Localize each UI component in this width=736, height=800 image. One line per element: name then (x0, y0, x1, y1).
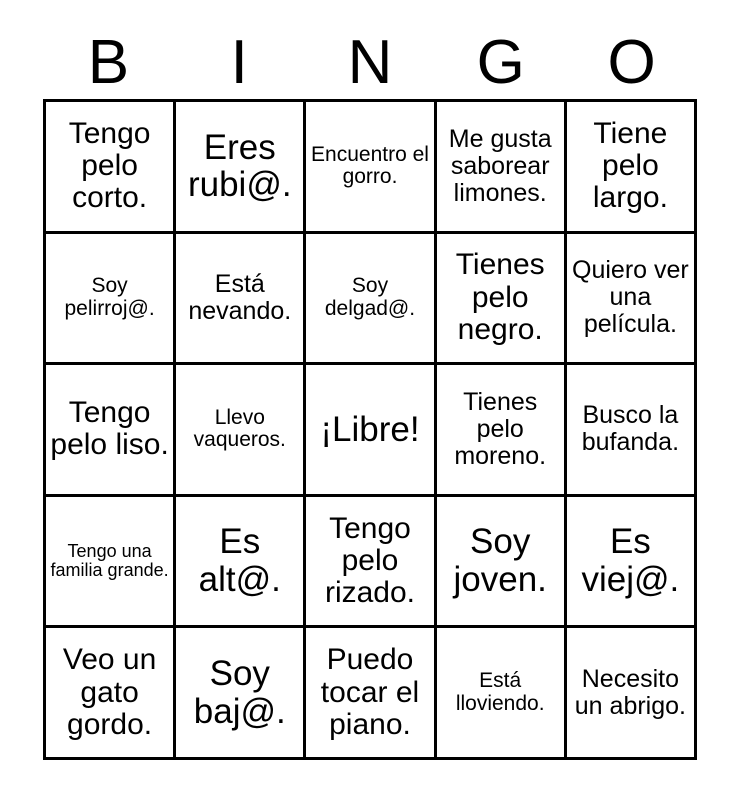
bingo-cell[interactable] (567, 102, 697, 234)
bingo-cell-text: Tengo pelo liso. (50, 396, 169, 462)
bingo-cell-text: Soy joven. (453, 522, 547, 600)
bingo-cell[interactable] (46, 234, 176, 366)
bingo-cell-text: Tienes pelo negro. (455, 248, 545, 347)
bingo-header-letter-i: I (230, 28, 248, 97)
bingo-cell-text: Soy delgad@. (324, 274, 416, 320)
bingo-cell[interactable] (437, 628, 567, 760)
bingo-cell-text: Tienes pelo moreno. (454, 387, 547, 470)
bingo-cell[interactable] (567, 234, 697, 366)
bingo-cell-text: Busco la bufanda. (581, 401, 680, 457)
bingo-cell[interactable] (437, 497, 567, 629)
bingo-cell[interactable] (176, 365, 306, 497)
bingo-cell-text: Tengo pelo corto. (68, 116, 151, 215)
bingo-cell[interactable] (46, 102, 176, 234)
bingo-cell[interactable] (306, 234, 436, 366)
bingo-cell[interactable] (567, 365, 697, 497)
bingo-cell-text: Eres rubi@. (187, 127, 292, 205)
bingo-cell-text: Tiene pelo largo. (592, 116, 668, 215)
bingo-cell[interactable] (46, 497, 176, 629)
bingo-cell[interactable] (306, 102, 436, 234)
bingo-cell[interactable] (306, 497, 436, 629)
bingo-cell[interactable] (437, 365, 567, 497)
bingo-cell-text: Soy baj@. (193, 653, 286, 731)
bingo-header (43, 30, 697, 96)
bingo-cell[interactable] (437, 234, 567, 366)
bingo-cell[interactable] (306, 628, 436, 760)
bingo-cell-text: Está nevando. (188, 269, 292, 325)
bingo-cell-text: Llevo vaqueros. (193, 405, 286, 452)
bingo-cell-text: Es viej@. (581, 522, 680, 600)
bingo-cell[interactable] (46, 628, 176, 760)
bingo-cell-text: Soy pelirroj@. (64, 274, 155, 320)
bingo-cell-text: Quiero ver una película. (572, 256, 689, 339)
bingo-cell[interactable] (176, 102, 306, 234)
bingo-cell-text: Tengo pelo rizado. (324, 511, 416, 610)
bingo-cell[interactable] (437, 102, 567, 234)
bingo-header-letter-g: G (476, 28, 525, 97)
bingo-cell-text: Puedo tocar el piano. (320, 643, 420, 741)
bingo-cell[interactable] (176, 628, 306, 760)
bingo-cell-text: Me gusta saborear limones. (448, 124, 552, 207)
bingo-cell-text: ¡Libre! (320, 409, 420, 449)
bingo-cell[interactable] (567, 628, 697, 760)
bingo-cell-text: Encuentro el gorro. (311, 142, 429, 189)
bingo-cell[interactable] (567, 497, 697, 629)
bingo-cell-text: Veo un gato gordo. (62, 643, 157, 741)
bingo-cell-text: Tengo una familia grande. (50, 540, 169, 581)
bingo-cell[interactable] (46, 365, 176, 497)
bingo-cell-text: Está lloviendo. (455, 669, 545, 715)
bingo-header-letter-o: O (607, 28, 656, 97)
bingo-header-letter-b: B (87, 28, 130, 97)
bingo-cell-text: Es alt@. (198, 522, 281, 600)
bingo-header-letter-n: N (347, 28, 393, 97)
bingo-grid (43, 99, 697, 760)
bingo-cell-text: Necesito un abrigo. (574, 664, 686, 720)
bingo-cell-free[interactable] (306, 365, 436, 497)
bingo-cell[interactable] (176, 497, 306, 629)
bingo-cell[interactable] (176, 234, 306, 366)
